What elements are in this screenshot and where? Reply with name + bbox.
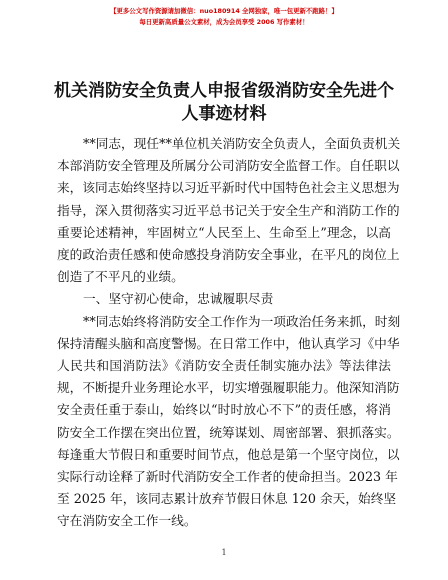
promo-banner-line-2: 每日更新高质量公文素材，成为会员享受 2006 写作素材！ <box>139 18 309 26</box>
body-line: 创造了不平凡的业绩。 <box>57 269 184 285</box>
body-line: 守在消防安全工作一线。 <box>57 513 197 529</box>
page-number: 1 <box>221 548 227 557</box>
body-line: 防安全工作摆在突出位置，统筹谋划、周密部署、狠抓落实。 <box>57 424 400 440</box>
body-line: 每逢重大节假日和重要时间节点，他总是第一个坚守岗位，以 <box>57 446 400 462</box>
document-title-line-2: 人事迹材料 <box>181 104 267 124</box>
body-line: 实际行动诠释了新时代消防安全工作者的使命担当。2023 年 <box>57 469 398 484</box>
body-line: **同志始终将消防安全工作作为一项政治任务来抓，时刻 <box>83 313 401 329</box>
document-title-line-1: 机关消防安全负责人申报省级消防安全先进个 <box>54 81 394 101</box>
body-line: 规，不断提升业务理论水平，切实增强履职能力。他深知消防 <box>57 380 400 396</box>
body-line: **同志，现任**单位机关消防安全负责人，全面负责机关 <box>83 136 401 151</box>
body-line: 来，该同志始终坚持以习近平新时代中国特色社会主义思想为 <box>57 180 400 196</box>
promo-banner-line-1: 【更多公文写作资源请加微信：nuo180914 全网独家，唯一包更新不跑路！】 <box>110 7 338 15</box>
body-line: 至 2025 年，该同志累计放弃节假日休息 120 余天，始终坚 <box>57 491 397 507</box>
body-line: 指导，深入贯彻落实习近平总书记关于安全生产和消防工作的 <box>57 202 400 218</box>
body-line: 保持清醒头脑和高度警惕。在日常工作中，他认真学习《中华 <box>57 335 400 351</box>
body-line: 一、坚守初心使命，忠诚履职尽责 <box>83 291 274 307</box>
body-line: 本部消防安全管理及所属分公司消防安全监督工作。自任职以 <box>57 158 400 174</box>
body-line: 重要论述精神，牢固树立“人民至上、生命至上”理念，以高 <box>57 224 391 240</box>
body-line: 安全责任重于泰山，始终以“时时放心不下”的责任感，将消 <box>57 402 391 418</box>
body-line: 度的政治责任感和使命感投身消防安全事业，在平凡的岗位上 <box>57 247 400 262</box>
body-line: 人民共和国消防法》《消防安全责任制实施办法》等法律法 <box>57 358 391 373</box>
